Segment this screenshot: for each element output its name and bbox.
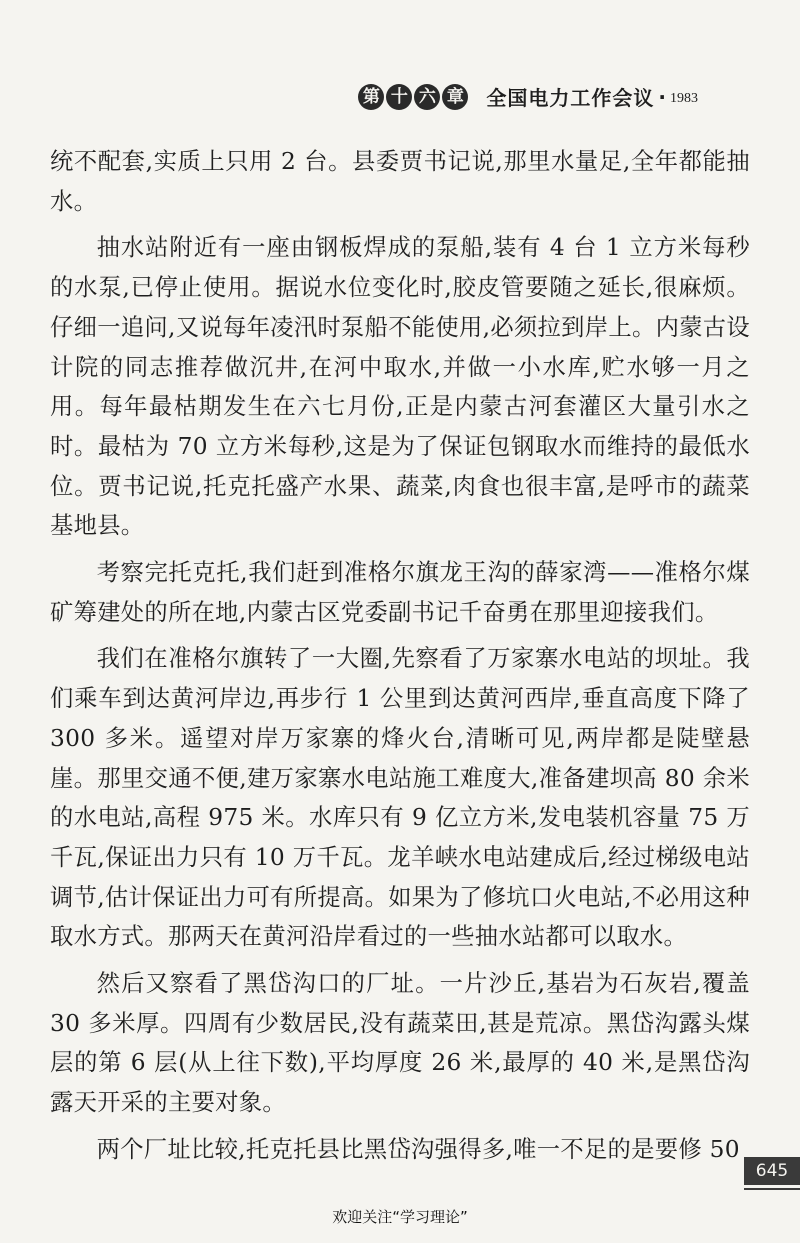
paragraph: 然后又察看了黑岱沟口的厂址。一片沙丘,基岩为石灰岩,覆盖 30 多米厚。四周有少数居民,没有蔬菜田,甚是荒凉。黑岱沟露头煤层的第 6 层(从上往下数),平均厚度 26 米,最厚的 40 米,是黑岱沟露天开采的主要对象。 <box>50 970 750 1117</box>
chapter-badge-char: 章 <box>442 84 468 110</box>
paragraph-continued: 统不配套,实质上只用 2 台。县委贾书记说,那里水量足,全年都能抽水。 <box>50 148 750 215</box>
page-number: 645 <box>744 1157 800 1185</box>
paragraph: 抽水站附近有一座由钢板焊成的泵船,装有 4 台 1 立方米每秒的水泵,已停止使用。据说水位变化时,胶皮管要随之延长,很麻烦。仔细一追问,又说每年凌汛时泵船不能使用,必须拉到岸上。内蒙古设计院的同志推荐做沉井,在河中取水,并做一小水库,贮水够一月之用。每年最枯期发生在六七月份,正是内蒙古河套灌区大量引水之时。最枯为 70 立方米每秒,这是为了保证包钢取水而维持的最低水位。贾书记说,托克托盛产水果、蔬菜,肉食也很丰富,是呼市的蔬菜基地县。 <box>50 234 750 540</box>
running-header <box>358 82 698 111</box>
page-number-rule <box>744 1188 800 1190</box>
footer-note: 欢迎关注“学习理论” <box>332 1208 468 1226</box>
header-separator-dot: · <box>658 84 666 109</box>
chapter-badge-char: 第 <box>358 84 384 110</box>
paragraph: 我们在准格尔旗转了一大圈,先察看了万家寨水电站的坝址。我们乘车到达黄河岸边,再步行 1 公里到达黄河西岸,垂直高度下降了 300 多米。遥望对岸万家寨的烽火台,清晰可见,两岸都是陡壁悬崖。那里交通不便,建万家寨水电站施工难度大,准备建坝高 80 余米的水电站,高程 975 米。水库只有 9 亿立方米,发电装机容量 75 万千瓦,保证出力只有 10 万千瓦。龙羊峡水电站建成后,经过梯级电站调节,估计保证出力可有所提高。如果为了修坑口火电站,不必用这种取水方式。那两天在黄河沿岸看过的一些抽水站都可以取水。 <box>50 645 750 951</box>
chapter-badge-char: 十 <box>386 84 412 110</box>
chapter-badge <box>358 84 468 110</box>
chapter-badge-char: 六 <box>414 84 440 110</box>
paragraph: 考察完托克托,我们赶到准格尔旗龙王沟的薛家湾——准格尔煤矿筹建处的所在地,内蒙古区党委副书记千奋勇在那里迎接我们。 <box>50 559 750 626</box>
chapter-year: 1983 <box>670 90 698 106</box>
chapter-title: 全国电力工作会议 <box>486 86 655 110</box>
paragraph: 两个厂址比较,托克托县比黑岱沟强得多,唯一不足的是要修 50 <box>96 1135 740 1163</box>
body-text <box>50 142 750 1170</box>
